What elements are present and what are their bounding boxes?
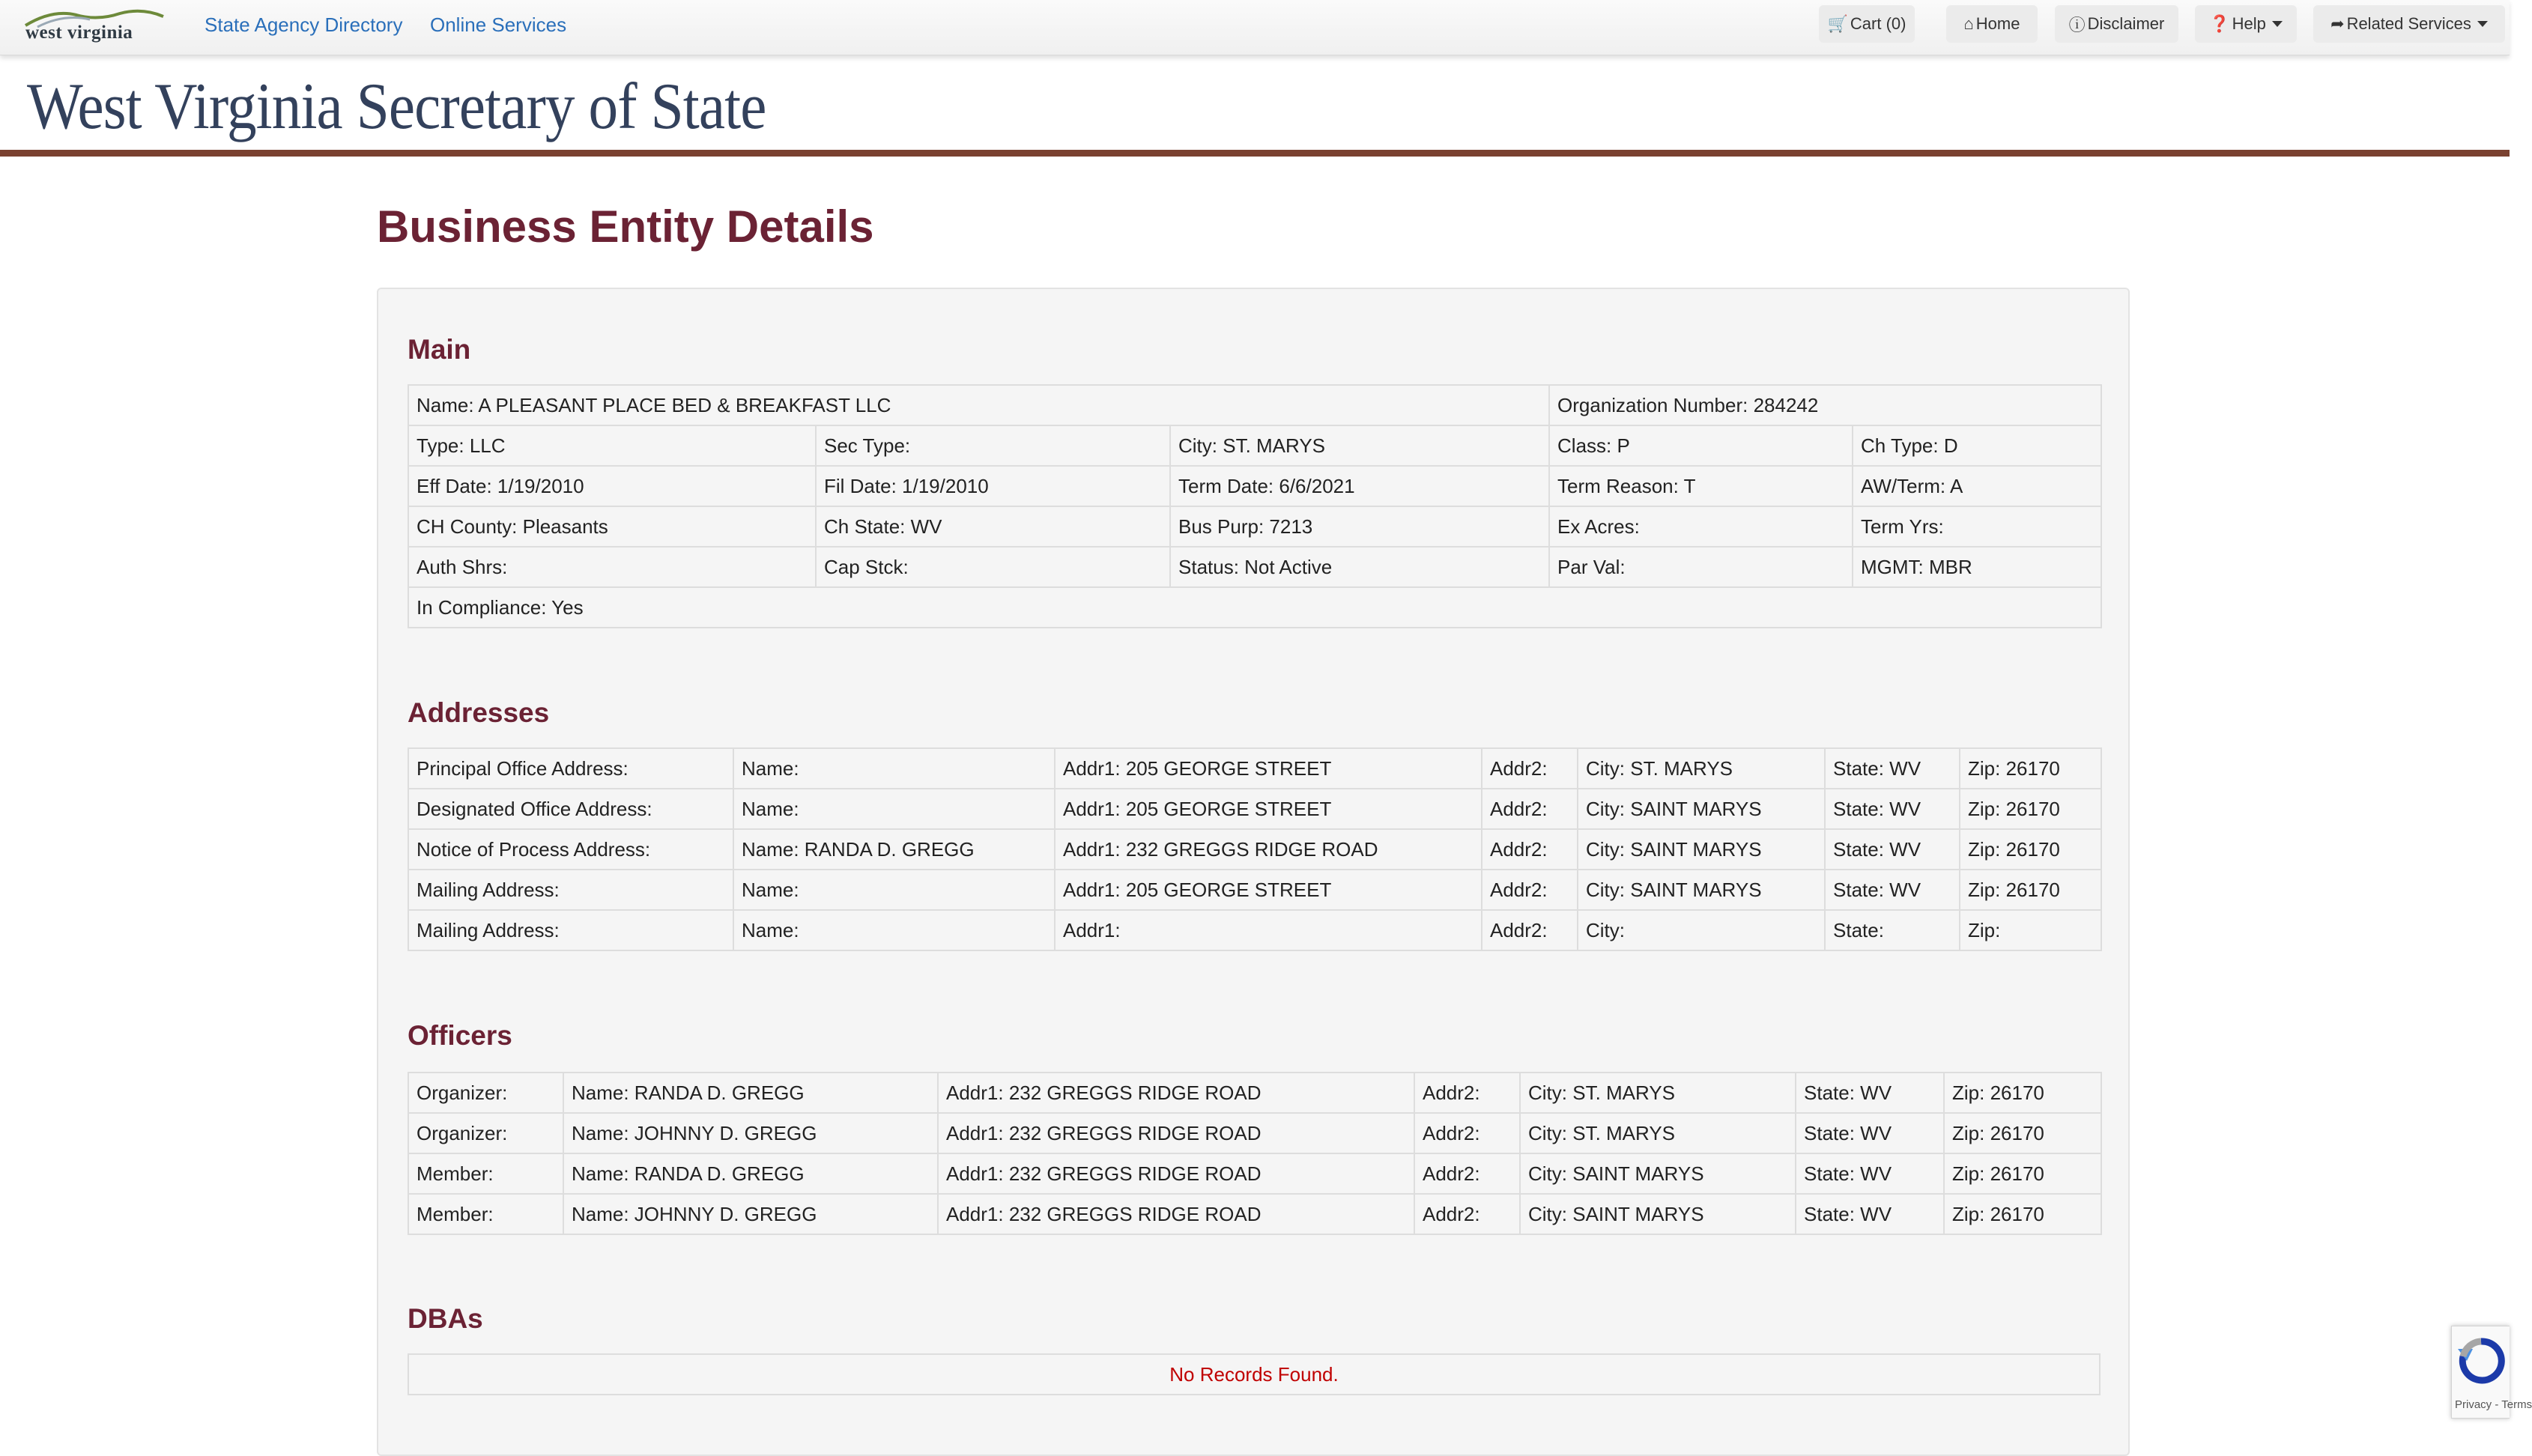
table-cell: Addr1: 232 GREGGS RIDGE ROAD — [938, 1194, 1414, 1234]
table-cell: Zip: 26170 — [1960, 789, 2101, 829]
logo-lettering: west virginia — [25, 22, 133, 43]
officers-section-heading: Officers — [408, 1020, 512, 1051]
table-row — [408, 385, 2101, 425]
table-cell: Addr1: 205 GEORGE STREET — [1055, 789, 1482, 829]
table-cell: Principal Office Address: — [408, 748, 733, 789]
table-row — [408, 870, 2101, 910]
table-cell: City: ST. MARYS — [1520, 1073, 1796, 1113]
table-cell: Zip: — [1960, 910, 2101, 950]
table-cell: Term Reason: T — [1549, 466, 1853, 506]
page-title: Business Entity Details — [377, 201, 874, 252]
table-cell: Auth Shrs: — [408, 547, 816, 587]
related-services-label: Related Services — [2346, 14, 2471, 33]
dbas-section-heading: DBAs — [408, 1303, 483, 1334]
table-cell: City: ST. MARYS — [1520, 1113, 1796, 1153]
table-cell: Addr2: — [1482, 748, 1578, 789]
officers-table — [408, 1072, 2102, 1235]
table-row — [408, 748, 2101, 789]
addresses-table — [408, 747, 2102, 951]
table-cell: Addr1: 205 GEORGE STREET — [1055, 748, 1482, 789]
table-cell: City: SAINT MARYS — [1578, 789, 1825, 829]
table-cell: Name: RANDA D. GREGG — [733, 829, 1055, 870]
table-cell: Zip: 26170 — [1944, 1113, 2101, 1153]
table-row — [408, 1073, 2101, 1113]
table-cell: Name: — [733, 789, 1055, 829]
table-cell: CH County: Pleasants — [408, 506, 816, 547]
table-cell: State: WV — [1825, 829, 1960, 870]
table-cell: Addr2: — [1482, 870, 1578, 910]
table-cell: MGMT: MBR — [1853, 547, 2101, 587]
table-cell: Term Date: 6/6/2021 — [1170, 466, 1549, 506]
table-cell: Zip: 26170 — [1944, 1073, 2101, 1113]
recaptcha-icon — [2456, 1335, 2506, 1395]
share-arrow-icon: ➦ — [2330, 14, 2345, 33]
table-cell: State: WV — [1796, 1113, 1944, 1153]
table-cell: Addr1: — [1055, 910, 1482, 950]
table-cell: Sec Type: — [816, 425, 1170, 466]
top-navbar — [0, 0, 2510, 55]
table-cell: City: ST. MARYS — [1170, 425, 1549, 466]
table-cell: Organizer: — [408, 1113, 563, 1153]
online-services-link[interactable]: Online Services — [430, 13, 567, 36]
table-cell: City: SAINT MARYS — [1520, 1194, 1796, 1234]
table-cell: Name: — [733, 748, 1055, 789]
table-row — [408, 1354, 2100, 1395]
table-cell: State: WV — [1796, 1073, 1944, 1113]
table-cell: City: SAINT MARYS — [1520, 1153, 1796, 1194]
table-cell: Ch State: WV — [816, 506, 1170, 547]
related-services-dropdown[interactable] — [2313, 5, 2505, 43]
chevron-down-icon — [2477, 21, 2488, 27]
table-cell: Status: Not Active — [1170, 547, 1549, 587]
table-cell: Notice of Process Address: — [408, 829, 733, 870]
table-cell: State: WV — [1825, 789, 1960, 829]
table-row — [408, 587, 2101, 628]
table-row — [408, 789, 2101, 829]
table-cell: Addr2: — [1414, 1113, 1520, 1153]
table-cell: Organizer: — [408, 1073, 563, 1113]
addresses-section-heading: Addresses — [408, 697, 550, 728]
table-cell: Member: — [408, 1194, 563, 1234]
table-row — [408, 829, 2101, 870]
west-virginia-logo[interactable] — [22, 6, 165, 48]
table-cell: Zip: 26170 — [1960, 829, 2101, 870]
table-cell: Addr1: 232 GREGGS RIDGE ROAD — [938, 1113, 1414, 1153]
table-cell: State: WV — [1796, 1153, 1944, 1194]
cart-icon: 🛒 — [1827, 14, 1848, 33]
table-cell: Cap Stck: — [816, 547, 1170, 587]
table-row — [408, 1113, 2101, 1153]
chevron-down-icon — [2272, 21, 2283, 27]
help-dropdown[interactable] — [2195, 5, 2297, 43]
main-section-heading: Main — [408, 334, 471, 365]
table-cell: Term Yrs: — [1853, 506, 2101, 547]
table-row — [408, 1194, 2101, 1234]
recaptcha-badge[interactable] — [2451, 1326, 2532, 1419]
compliance-status: In Compliance: Yes — [408, 587, 2101, 628]
table-cell: Addr2: — [1414, 1073, 1520, 1113]
help-label: Help — [2232, 14, 2266, 33]
table-cell: City: ST. MARYS — [1578, 748, 1825, 789]
home-label: Home — [1975, 14, 2020, 33]
entity-name: Name: A PLEASANT PLACE BED & BREAKFAST LLC — [408, 385, 1549, 425]
main-details-table — [408, 384, 2102, 628]
table-cell: Addr2: — [1482, 829, 1578, 870]
table-cell: Name: RANDA D. GREGG — [563, 1153, 938, 1194]
table-cell: Addr1: 232 GREGGS RIDGE ROAD — [1055, 829, 1482, 870]
table-cell: State: — [1825, 910, 1960, 950]
table-row — [408, 425, 2101, 466]
table-cell: Name: JOHNNY D. GREGG — [563, 1113, 938, 1153]
table-cell: Addr2: — [1414, 1194, 1520, 1234]
table-cell: Par Val: — [1549, 547, 1853, 587]
banner-divider — [0, 150, 2510, 157]
table-cell: Zip: 26170 — [1944, 1194, 2101, 1234]
table-cell: Name: — [733, 870, 1055, 910]
table-cell: Bus Purp: 7213 — [1170, 506, 1549, 547]
disclaimer-button[interactable] — [2055, 5, 2178, 43]
home-icon: ⌂ — [1963, 14, 1974, 33]
table-row — [408, 910, 2101, 950]
cart-label: Cart (0) — [1850, 14, 1906, 33]
site-banner-title[interactable]: West Virginia Secretary of State — [27, 70, 766, 143]
table-cell: Fil Date: 1/19/2010 — [816, 466, 1170, 506]
privacy-terms-links[interactable]: Privacy - Terms — [2455, 1398, 2532, 1411]
table-cell: Type: LLC — [408, 425, 816, 466]
dbas-table — [408, 1353, 2101, 1395]
table-cell: Addr2: — [1414, 1153, 1520, 1194]
table-cell: State: WV — [1825, 870, 1960, 910]
organization-number: Organization Number: 284242 — [1549, 385, 2101, 425]
table-cell: City: SAINT MARYS — [1578, 870, 1825, 910]
table-cell: State: WV — [1796, 1194, 1944, 1234]
table-cell: Addr1: 232 GREGGS RIDGE ROAD — [938, 1153, 1414, 1194]
table-cell: Designated Office Address: — [408, 789, 733, 829]
table-cell: City: SAINT MARYS — [1578, 829, 1825, 870]
table-cell: City: — [1578, 910, 1825, 950]
table-cell: Mailing Address: — [408, 870, 733, 910]
table-cell: Member: — [408, 1153, 563, 1194]
table-cell: Addr2: — [1482, 789, 1578, 829]
table-cell: Addr1: 232 GREGGS RIDGE ROAD — [938, 1073, 1414, 1113]
table-cell: State: WV — [1825, 748, 1960, 789]
cart-button[interactable] — [1819, 5, 1915, 43]
disclaimer-label: Disclaimer — [2087, 14, 2165, 33]
table-cell: Zip: 26170 — [1960, 870, 2101, 910]
table-cell: Name: — [733, 910, 1055, 950]
table-cell: Name: RANDA D. GREGG — [563, 1073, 938, 1113]
table-cell: Name: JOHNNY D. GREGG — [563, 1194, 938, 1234]
no-records-message: No Records Found. — [408, 1354, 2100, 1395]
table-cell: AW/Term: A — [1853, 466, 2101, 506]
table-cell: Ch Type: D — [1853, 425, 2101, 466]
table-cell: Ex Acres: — [1549, 506, 1853, 547]
table-cell: Addr1: 205 GEORGE STREET — [1055, 870, 1482, 910]
table-cell: Zip: 26170 — [1944, 1153, 2101, 1194]
question-icon: ❓ — [2209, 14, 2230, 33]
table-row — [408, 547, 2101, 587]
table-row — [408, 1153, 2101, 1194]
table-cell: Class: P — [1549, 425, 1853, 466]
table-row — [408, 466, 2101, 506]
info-icon: ⓘ — [2068, 15, 2086, 34]
state-agency-directory-link[interactable]: State Agency Directory — [205, 13, 403, 36]
table-row — [408, 506, 2101, 547]
table-cell: Mailing Address: — [408, 910, 733, 950]
table-cell: Zip: 26170 — [1960, 748, 2101, 789]
table-cell: Addr2: — [1482, 910, 1578, 950]
table-cell: Eff Date: 1/19/2010 — [408, 466, 816, 506]
home-button[interactable] — [1946, 5, 2038, 43]
